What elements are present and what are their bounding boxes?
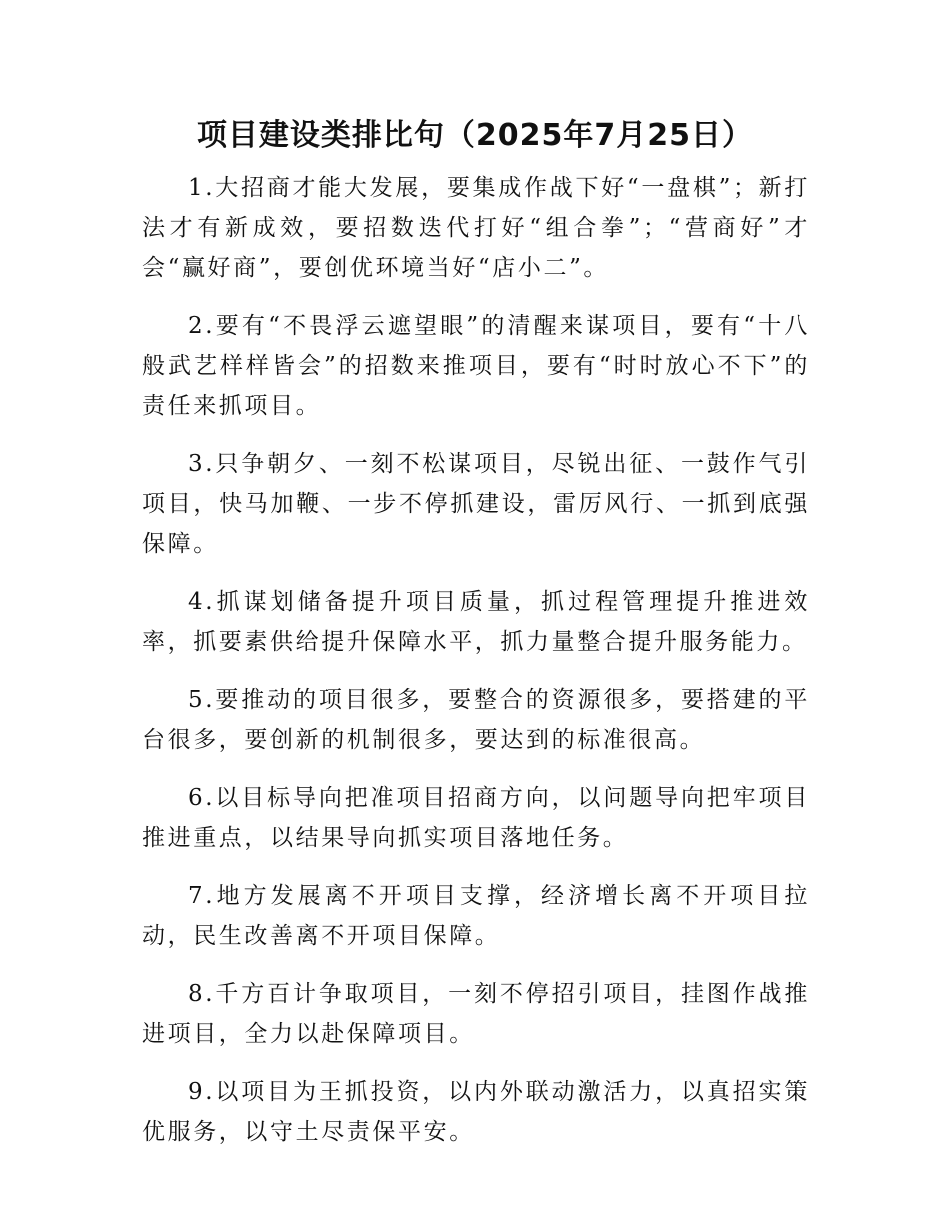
paragraph-6: 6.以目标导向把准项目招商方向，以问题导向把牢项目推进重点，以结果导向抓实项目落地任务。 [142,785,810,851]
paragraph-1: 1.大招商才能大发展，要集成作战下好“一盘棋”；新打法才有新成效，要招数迭代打好“组合拳”；“营商好”才会“赢好商”，要创优环境当好“店小二”。 [142,175,810,281]
paragraph-2: 2.要有“不畏浮云遮望眼”的清醒来谋项目，要有“十八般武艺样样皆会”的招数来推项目，要有“时时放心不下”的责任来抓项目。 [142,313,810,419]
paragraph-8: 8.千方百计争取项目，一刻不停招引项目，挂图作战推进项目，全力以赴保障项目。 [142,981,810,1047]
document-body [142,168,810,1170]
paragraph-7: 7.地方发展离不开项目支撑，经济增长离不开项目拉动，民生改善离不开项目保障。 [142,883,810,949]
document-title: 项目建设类排比句（2025年7月25日） [196,118,754,153]
paragraph-3: 3.只争朝夕、一刻不松谋项目，尽锐出征、一鼓作气引项目，快马加鞭、一步不停抓建设，雷厉风行、一抓到底强保障。 [142,451,810,557]
paragraph-9: 9.以项目为王抓投资，以内外联动激活力，以真招实策优服务，以守土尽责保平安。 [142,1079,810,1145]
paragraph-4: 4.抓谋划储备提升项目质量，抓过程管理提升推进效率，抓要素供给提升保障水平，抓力量整合提升服务能力。 [142,589,810,655]
paragraph-5: 5.要推动的项目很多，要整合的资源很多，要搭建的平台很多，要创新的机制很多，要达到的标准很高。 [142,687,810,753]
